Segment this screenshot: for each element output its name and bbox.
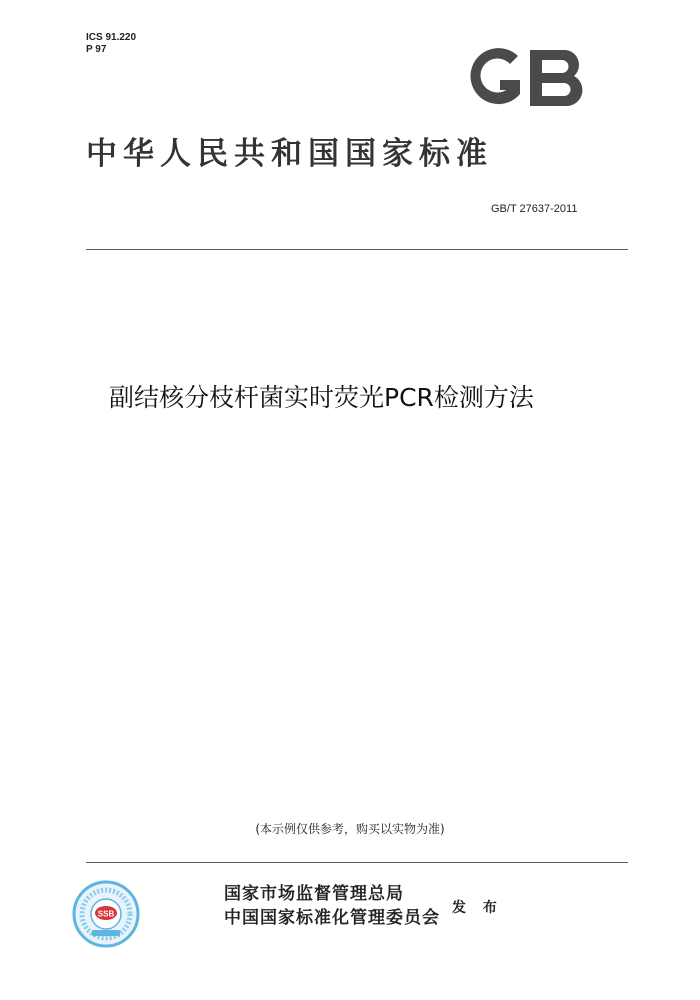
sample-disclaimer: (本示例仅供参考，购买以实物为准)	[255, 822, 445, 836]
issue-label: 发 布	[452, 900, 503, 916]
issuer-line-2: 中国国家标准化管理委员会	[224, 908, 440, 928]
top-divider	[86, 249, 628, 250]
standard-number: GB/T 27637-2011	[491, 203, 578, 215]
document-title: 副结核分枝杆菌实时荧光PCR检测方法	[109, 383, 534, 412]
gb-logo-icon	[460, 42, 592, 114]
bottom-divider	[86, 862, 628, 863]
issuer-line-1: 国家市场监督管理总局	[224, 884, 404, 904]
seal-text: SSB	[97, 909, 115, 919]
classification-codes	[86, 32, 136, 56]
issuing-authorities	[224, 882, 440, 930]
issuer-seal-icon	[72, 880, 140, 948]
ccs-code: P 97	[86, 44, 107, 55]
national-standard-heading: 中华人民共和国国家标准	[86, 136, 493, 172]
ics-code: ICS 91.220	[86, 32, 137, 43]
